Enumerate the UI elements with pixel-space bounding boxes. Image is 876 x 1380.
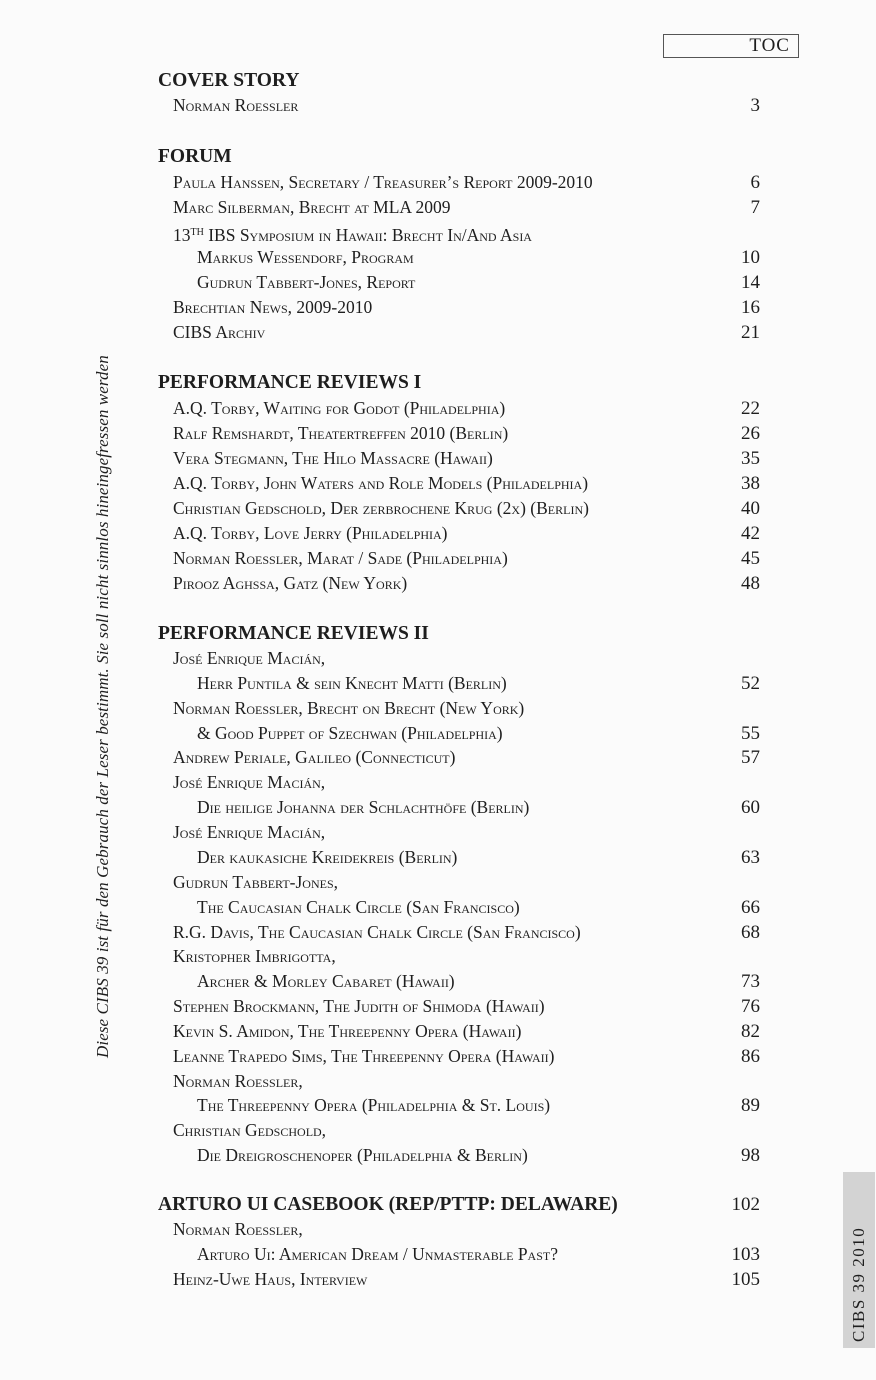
entry-title: Norman Roessler: [173, 95, 299, 115]
entry-title: Marc Silberman, Brecht at MLA 2009: [173, 197, 451, 217]
entry-title: Archer & Morley Cabaret (Hawaii): [197, 971, 455, 991]
toc-entry: [0, 646, 760, 671]
entry-title: José Enrique Macián,: [173, 772, 326, 792]
toc-entry: [0, 745, 760, 770]
entry-title: Paula Hanssen, Secretary / Treasurer’s Report 2009-2010: [173, 172, 593, 192]
entry-page: 3: [750, 95, 760, 116]
toc-entry: [0, 1143, 760, 1168]
toc-entry: [0, 245, 760, 270]
toc-entry: [0, 721, 760, 746]
entry-page: 76: [741, 996, 760, 1017]
entry-page: 7: [750, 197, 760, 218]
entry-title: Stephen Brockmann, The Judith of Shimoda (Hawaii): [173, 996, 545, 1016]
toc-entry: [0, 1093, 760, 1118]
toc-entry: [0, 521, 760, 546]
toc-entry: [0, 820, 760, 845]
entry-title: Arturo Ui: American Dream / Unmasterable Past?: [197, 1244, 558, 1264]
toc-entry: [0, 1118, 760, 1143]
entry-page: 38: [741, 473, 760, 494]
entry-title: 13TH IBS Symposium in Hawaii: Brecht In/And Asia: [173, 225, 532, 245]
entry-title: José Enrique Macián,: [173, 822, 326, 842]
toc-label: TOC: [663, 34, 799, 58]
entry-title: R.G. Davis, The Caucasian Chalk Circle (San Francisco): [173, 922, 581, 942]
entry-page: 60: [741, 797, 760, 818]
entry-title: Der kaukasiche Kreidekreis (Berlin): [197, 847, 458, 867]
entry-title: Brechtian News, 2009-2010: [173, 297, 373, 317]
entry-page: 45: [741, 548, 760, 569]
entry-title: Norman Roessler, Brecht on Brecht (New York): [173, 698, 525, 718]
entry-page: 103: [731, 1244, 760, 1265]
entry-page: 22: [741, 398, 760, 419]
entry-title: Ralf Remshardt, Theatertreffen 2010 (Berlin): [173, 423, 509, 443]
entry-page: 105: [731, 1269, 760, 1290]
entry-page: 82: [741, 1021, 760, 1042]
toc-entry: [0, 969, 760, 994]
entry-title: Herr Puntila & sein Knecht Matti (Berlin): [197, 673, 507, 693]
entry-title: A.Q. Torby, Waiting for Godot (Philadelphia): [173, 398, 506, 418]
toc-entry: [0, 270, 760, 295]
section-heading: [0, 621, 760, 646]
entry-page: 42: [741, 523, 760, 544]
toc-entry: [0, 295, 760, 320]
side-tab: [843, 1172, 875, 1348]
toc-entry: [0, 220, 760, 245]
toc-entry: [0, 1217, 760, 1242]
toc-entry: [0, 895, 760, 920]
toc-entry: [0, 571, 760, 596]
entry-title: Norman Roessler,: [173, 1219, 303, 1239]
entry-title: Leanne Trapedo Sims, The Threepenny Opera (Hawaii): [173, 1046, 555, 1066]
toc-entry: [0, 994, 760, 1019]
toc-entry: [0, 93, 760, 118]
section-heading: [0, 370, 760, 395]
entry-title: Die Dreigroschenoper (Philadelphia & Berlin): [197, 1145, 528, 1165]
entry-page: 40: [741, 498, 760, 519]
entry-title: COVER STORY: [158, 70, 300, 91]
toc-entry: [0, 944, 760, 969]
toc-entry: [0, 421, 760, 446]
section-heading: [0, 144, 760, 169]
entry-title: The Threepenny Opera (Philadelphia & St. Louis): [197, 1095, 551, 1115]
toc-entry: [0, 1069, 760, 1094]
toc-entry: [0, 845, 760, 870]
entry-title: Christian Gedschold, Der zerbrochene Krug (2x) (Berlin): [173, 498, 589, 518]
entry-page: 55: [741, 723, 760, 744]
entry-title: & Good Puppet of Szechwan (Philadelphia): [197, 723, 503, 743]
entry-title: Kevin S. Amidon, The Threepenny Opera (Hawaii): [173, 1021, 522, 1041]
toc-entry: [0, 446, 760, 471]
entry-page: 26: [741, 423, 760, 444]
toc-entry: [0, 1267, 760, 1292]
entry-title: Gudrun Tabbert-Jones, Report: [197, 272, 416, 292]
entry-page: 63: [741, 847, 760, 868]
entry-title: Norman Roessler, Marat / Sade (Philadelphia): [173, 548, 508, 568]
toc-entry: [0, 170, 760, 195]
toc-entry: [0, 1044, 760, 1069]
entry-title: Christian Gedschold,: [173, 1120, 327, 1140]
toc-entry: [0, 1019, 760, 1044]
entry-page: 86: [741, 1046, 760, 1067]
toc-entry: [0, 471, 760, 496]
entry-title: FORUM: [158, 146, 232, 167]
entry-title: ARTURO UI CASEBOOK (REP/PTTP: DELAWARE): [158, 1194, 618, 1215]
entry-page: 66: [741, 897, 760, 918]
entry-title: Heinz-Uwe Haus, Interview: [173, 1269, 368, 1289]
side-note: Diese CIBS 39 ist für den Gebrauch der Leser bestimmt. Sie soll nicht sinnlos hineingefressen werden: [93, 355, 112, 1058]
entry-title: Vera Stegmann, The Hilo Massacre (Hawaii): [173, 448, 493, 468]
entry-title: PERFORMANCE REVIEWS I: [158, 372, 422, 393]
toc-entry: [0, 496, 760, 521]
toc-entry: [0, 195, 760, 220]
entry-title: A.Q. Torby, John Waters and Role Models (Philadelphia): [173, 473, 589, 493]
toc-entry: [0, 770, 760, 795]
toc-entry: [0, 696, 760, 721]
entry-page: 57: [741, 747, 760, 768]
entry-page: 10: [741, 247, 760, 268]
toc-entry: [0, 795, 760, 820]
toc-entry: [0, 1242, 760, 1267]
entry-page: 52: [741, 673, 760, 694]
toc-entry: [0, 870, 760, 895]
entry-title: CIBS Archiv: [173, 322, 266, 342]
side-tab-label: CIBS 39 2010: [849, 1226, 868, 1342]
entry-title: Gudrun Tabbert-Jones,: [173, 872, 339, 892]
entry-page: 48: [741, 573, 760, 594]
toc-entry: [0, 671, 760, 696]
entry-title: Andrew Periale, Galileo (Connecticut): [173, 747, 456, 767]
toc-entry: [0, 396, 760, 421]
entry-page: 21: [741, 322, 760, 343]
entry-page: 89: [741, 1095, 760, 1116]
entry-title: The Caucasian Chalk Circle (San Francisco): [197, 897, 520, 917]
entry-page: 68: [741, 922, 760, 943]
entry-page: 6: [750, 172, 760, 193]
entry-title: José Enrique Macián,: [173, 648, 326, 668]
entry-title: Markus Wessendorf, Program: [197, 247, 414, 267]
section-heading: [0, 1192, 760, 1217]
entry-page: 73: [741, 971, 760, 992]
entry-title: Kristopher Imbrigotta,: [173, 946, 336, 966]
entry-title: PERFORMANCE REVIEWS II: [158, 623, 429, 644]
entry-page: 98: [741, 1145, 760, 1166]
entry-title: Norman Roessler,: [173, 1071, 303, 1091]
entry-title: A.Q. Torby, Love Jerry (Philadelphia): [173, 523, 448, 543]
entry-page: 35: [741, 448, 760, 469]
entry-title: Die heilige Johanna der Schlachthöfe (Berlin): [197, 797, 530, 817]
entry-page: 102: [731, 1194, 760, 1215]
toc-entry: [0, 320, 760, 345]
section-heading: [0, 68, 760, 93]
entry-page: 14: [741, 272, 760, 293]
toc-entry: [0, 546, 760, 571]
toc-entry: [0, 920, 760, 945]
entry-title: Pirooz Aghssa, Gatz (New York): [173, 573, 408, 593]
entry-page: 16: [741, 297, 760, 318]
